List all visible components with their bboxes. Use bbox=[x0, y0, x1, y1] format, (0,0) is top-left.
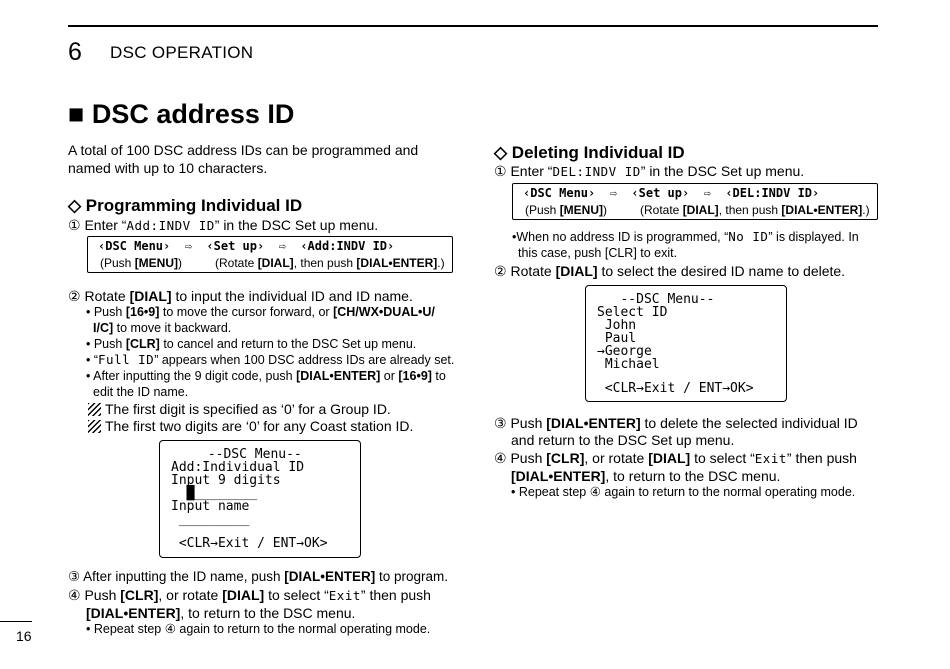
prog-repeat-note: • Repeat step ④ again to return to the normal operating mode. bbox=[86, 622, 431, 636]
prog-bullet-cursor: • Push [16•9] to move the cursor forward, or [CH/WX•DUAL•U/ bbox=[86, 305, 435, 319]
intro-line-1: A total of 100 DSC address IDs can be programmed and bbox=[68, 142, 419, 158]
prog-menu-path-box: ‹DSC Menu› ⇨ ‹Set up› ⇨ ‹Add:INDV ID› (Push [MENU]) (Rotate [DIAL], then push [DIAL•ENTER].) bbox=[87, 236, 453, 273]
prog-lcd-screen: --DSC Menu-- Add:Individual ID Input 9 digits █________ Input name _________ <CLR→Exit / ENT→OK> bbox=[159, 440, 361, 558]
prog-note-group: The first digit is specified as ‘0’ for a Group ID. bbox=[88, 400, 391, 418]
note-icon bbox=[88, 403, 101, 416]
del-note-no-id-line2: this case, push [CLR] to exit. bbox=[518, 246, 678, 260]
prog-step1: ① Enter “Add:INDV ID” in the DSC Set up menu. bbox=[68, 217, 379, 233]
prog-note-coast: The first two digits are ‘0’ for any Coast station ID. bbox=[88, 417, 413, 435]
prog-step4-line2: [DIAL•ENTER], to return to the DSC menu. bbox=[86, 605, 356, 621]
section-title: ■ DSC address ID bbox=[68, 99, 295, 129]
del-step2: ② Rotate [DIAL] to select the desired ID name to delete. bbox=[494, 263, 846, 279]
del-heading: ◇ Deleting Individual ID bbox=[494, 143, 685, 162]
del-step4: ④ Push [CLR], or rotate [DIAL] to select “Exit” then push bbox=[494, 450, 857, 466]
prog-bullet-edit: • After inputting the 9 digit code, push [DIAL•ENTER] or [16•9] to bbox=[86, 369, 446, 383]
del-repeat-note: • Repeat step ④ again to return to the normal operating mode. bbox=[511, 485, 856, 499]
del-step3: ③ Push [DIAL•ENTER] to delete the selected individual ID bbox=[494, 415, 858, 431]
header-rule bbox=[68, 25, 878, 27]
prog-bullet-full: • “Full ID” appears when 100 DSC address IDs are already set. bbox=[86, 352, 455, 367]
prog-step2: ② Rotate [DIAL] to input the individual ID and ID name. bbox=[68, 288, 413, 304]
chapter-title: DSC OPERATION bbox=[110, 43, 254, 62]
note-icon bbox=[88, 420, 101, 433]
intro-line-2: named with up to 10 characters. bbox=[68, 160, 268, 176]
prog-bullet-clr: • Push [CLR] to cancel and return to the DSC Set up menu. bbox=[86, 337, 417, 351]
del-note-no-id: •When no address ID is programmed, “No ID” is displayed. In bbox=[512, 229, 859, 244]
prog-bullet-cursor-line2: I/C] to move it backward. bbox=[93, 321, 232, 335]
chapter-number: 6 bbox=[68, 38, 82, 66]
del-step1: ① Enter “DEL:INDV ID” in the DSC Set up menu. bbox=[494, 163, 805, 179]
del-step3-line2: and return to the DSC Set up menu. bbox=[511, 432, 735, 448]
prog-step3: ③ After inputting the ID name, push [DIAL•ENTER] to program. bbox=[68, 569, 448, 584]
footer-rule bbox=[0, 621, 32, 622]
prog-heading: ◇ Programming Individual ID bbox=[68, 196, 303, 215]
del-lcd-screen: --DSC Menu-- Select ID John Paul →George Michael <CLR→Exit / ENT→OK> bbox=[585, 285, 787, 402]
page-number: 16 bbox=[16, 628, 32, 644]
del-menu-path-box: ‹DSC Menu› ⇨ ‹Set up› ⇨ ‹DEL:INDV ID› (Push [MENU]) (Rotate [DIAL], then push [DIAL•ENTER].) bbox=[512, 183, 878, 220]
del-step4-line2: [DIAL•ENTER], to return to the DSC menu. bbox=[511, 468, 781, 484]
prog-bullet-edit-line2: edit the ID name. bbox=[93, 385, 189, 399]
prog-step4: ④ Push [CLR], or rotate [DIAL] to select “Exit” then push bbox=[68, 587, 431, 603]
